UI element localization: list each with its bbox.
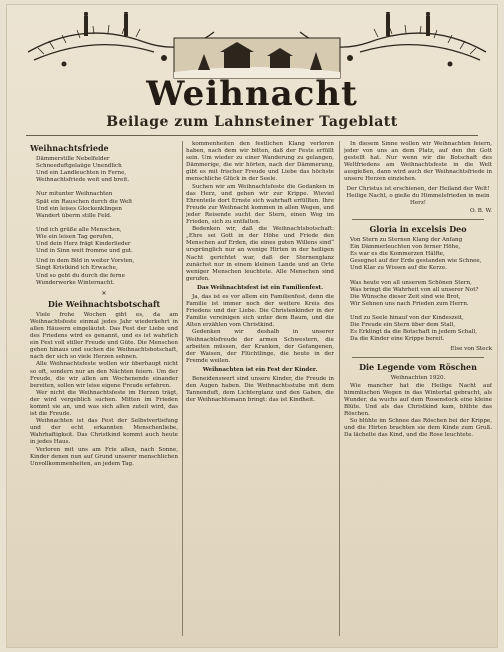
poem-line: Von Stern zu Sternen Klang der Anfang <box>350 236 463 243</box>
newspaper-page <box>6 4 498 648</box>
poem-gloria <box>344 237 492 343</box>
supplement-subtitle: Beilage zum Lahnsteiner Tageblatt <box>106 114 398 130</box>
poem-line <box>36 184 178 191</box>
divider <box>352 357 484 358</box>
poem-line: Es Erklingt da die Botschaft in jedem Schall, <box>350 329 478 336</box>
poem-line: Und ein Landleuchten in Ferne, <box>36 170 127 177</box>
poem-line: Und Klar zu Wissen auf die Kerze. <box>350 265 447 272</box>
poem-line: Und in dem Bild in weiter Vorsten, <box>36 258 135 265</box>
poem-line: Da die Kinder eine Krippe bereit. <box>350 336 445 343</box>
article-paragraph: kommenheiten den festlichen Klang verloren haben, nach dem wir bitten, daß der Feste erfüllt sein. Um wieder zu einer Wanderung zu gelangen, Dämmerige, die wir hörten, nach der Dämmerung, gibt es mit frischer Freude und Liebe das höchste menschliche Glück in der Seele. <box>186 141 334 183</box>
poem-line <box>350 272 492 279</box>
poem-line: Wie ein leisen Tag gerufen, <box>36 234 114 241</box>
article-paragraph: In diesem Sinne wollen wir Weihnachten feiern, jeder von uns an dem Platz, auf den ihn Gott gestellt hat. Nur wenn wir die Botschaft des Weltfriedens am Weihnachtsfeste in die Welt ausgießen, dann wird auch der Weihnachtsfriede in unsere Herzen einziehen. <box>344 141 492 183</box>
article-title-legende: Die Legende vom Röschen <box>359 362 477 373</box>
article-subheading: Das Weihnachtsfest ist ein Familienfest. <box>196 284 324 291</box>
poem-line: Und so gebt du durch die ferne <box>36 272 125 279</box>
poem-line: Und dein Herz frägt Kinderlieder <box>36 241 131 248</box>
article-subheading: Weihnachten ist ein Fest der Kinder. <box>202 366 318 373</box>
poem-line: Was bringt die Wahrheit von all unserer Not? <box>350 286 479 293</box>
poem-line: Gesegnet auf der Erde gestanden wie Schnee, <box>350 258 482 265</box>
article-title-weihnachtsfriede: Weihnachtsfriede <box>30 143 109 153</box>
divider <box>352 219 484 220</box>
article-dateline: Weihnachten 1920. <box>390 375 446 382</box>
article-paragraph: Wie mancher hat die Heilige Nacht auf himmlischen Wegen in das Wintertal gebracht, als Wunder, da wuchs auf dem Rosenstock eine kleine Blüte. Und als das Christkind kam, blühte das Röschen. <box>344 382 492 417</box>
column-3 <box>344 141 492 642</box>
poem-line: Ein Dämmerleuchten von ferner Höhe, <box>350 244 461 251</box>
article-paragraph: Bedenken wir, daß die Weihnachtsbotschaft: „Ehre sei Gott in der Höhe und Friede den Menschen auf Erden, die eines guten Willens sind“ ursprünglich nur an wenige Hirten in der heiligen Nacht gerichtet war, daß der Sternenglanz zunächst nur in einem kleinen Lande und an Orte weniger Menschen leuchtete. Alle Menschen sind gerufen. <box>186 226 334 282</box>
poem-line <box>350 308 492 315</box>
poem-line: Wandert überm stille Feld. <box>36 212 112 219</box>
poem-line: Und zu Seele hinauf von der Kindeszeit, <box>350 314 464 321</box>
poem-line: Und in Sinn weit fromme und gut. <box>36 248 133 255</box>
signature: Else von Steck <box>450 346 492 353</box>
quote: Der Christus ist erschienen, der Heiland der Welt! Heilige Nacht, o gieße du Himmelsfrieden in mein Herz! <box>346 185 490 206</box>
masthead-title: Weihnacht <box>146 74 358 114</box>
article-paragraph: Wer nicht die Weihnachtsfeste im Herzen trägt, der wird vergeblich suchen. Mitten im Frieden kommt sie an, und was sich allen zuteil wird, das ist die Freude. <box>30 389 178 418</box>
article-paragraph: Gedenken wir deshalb in unserer Weihnachtsfreude der armen Schwestern, die arbeiten müssen, der Kranken, der Gefangenen, der Waisen, der Flüchtlinge, die heute in der Fremde weilen. <box>186 329 334 364</box>
poem-line: Spät ein Rauschen durch die Welt <box>36 198 133 205</box>
poem-line: Es war es die Kommerzen Hälfte, <box>350 251 445 258</box>
poem-line: Was heute von all unserem Schönen Stern, <box>350 279 472 286</box>
article-paragraph: Suchen wir am Weihnachtsfeste die Gedanken in das Herz, und gehen wir zur Krippe. Wieviel Ehrenteile dort Ernste sich wahrhaft erfüllten. Ihre Freude zur Weihnacht kommen in allen Wegen, und jeder Reisende sucht der Stern, einen Weg im Frieden, sich zu entfalten. <box>186 183 334 226</box>
poem-line: Schneeduftgelaüge Unendlich <box>36 163 122 170</box>
poem-line: Die Wünsche dieser Zeit sind wie Brot, <box>350 293 461 300</box>
poem-line: Weihnachtsfriede weit und breit. <box>36 177 130 184</box>
column-separator <box>182 141 183 636</box>
separator-ornament: ✕ <box>101 289 107 297</box>
poem-line: Und ein leises Glockenklingen <box>36 205 122 212</box>
header-rule <box>26 135 478 136</box>
article-paragraph: Verloren mit uns am Frie allen, nach Sonne, Kinder denen nun auf Grund unserer menschlichen Unvollkommenheiten, an jedem Tag. <box>30 446 178 467</box>
article-paragraph: Viele frohe Wochen gibt es, da am Weihnachtsfeste einmal jedes Jahr wiederkehrt in allen Häusern eingeläutet. Das Fest der Liebe und des Friedens wird es genannt, und es ist wahrlich ein Fest voll stiller Freude und Güte. Die Menschen gehen hinaus und suchen die Weihnachtsbotschaft, nach der sich so viele Herzen sehnen. <box>30 311 178 361</box>
column-2 <box>186 141 334 642</box>
poem-line: Und ich grüße alle Menschen, <box>36 226 122 233</box>
column-1 <box>30 141 178 642</box>
article-title-botschaft: Die Weihnachtsbotschaft <box>47 298 161 309</box>
poem-line: Wunderwerke Winternacht. <box>36 279 115 286</box>
poem-line <box>36 220 178 227</box>
signature: O. B. W. <box>469 207 492 214</box>
poem-line: Dämmerstille Nebelfelder <box>36 156 110 162</box>
column-separator <box>339 141 340 636</box>
poem-line: Singt Kristkind ich Erwache, <box>36 265 118 272</box>
article-paragraph: So blühte im Schnee das Röschen bei der Krippe, und die Hirten brachten sie dem Kinde zum Gruß. Da lächelte das Kind, und die Rose leuchtete. <box>344 418 492 439</box>
article-paragraph: Ja, das ist es vor allem ein Familienfest, denn die Familie ist immer noch der weitere Kreis des Friedens und der Liebe. Die Christenkinder in der Familie vereinigen sich unter dem Baum, und die Alten erzählen vom Christkind. <box>186 293 334 329</box>
poem-line: Wir Sehnen uns nach Frieden zum Herrn. <box>350 300 469 307</box>
poem-weihnachtsfriede <box>30 156 178 255</box>
poem-stanza <box>30 258 178 286</box>
poem-line: Die Freude ein Stern über dem Stall, <box>350 322 456 329</box>
article-paragraph: Alle Weihnachtsfeste wollen wir überhaupt nicht so oft, sondern nur an den Nächten feiern. Um der Freude, die wir allen am Wochenende einander bereiten, sollen wir leise eigene Freude erfahren. <box>30 361 178 389</box>
article-paragraph: Weihnachten ist das Fest der Selbstvertiefung und der echt erkannten Menschenliebe, Wahrhaftigkeit. Das Christkind kommt auch heute in jedes Haus. <box>30 418 178 446</box>
poem-title-gloria: Gloria in excelsis Deo <box>369 223 467 234</box>
poem-line: Nur mitunter Weihnachten <box>36 191 113 198</box>
article-paragraph: Beneidenswert sind unsere Kinder, die Freude in den Augen haben. Die Weihnachtsstube mit dem Tannenduft, dem Lichterglanz und den Gaben, die der Weihnachtsmann bringt: das ist Kindheit. <box>186 376 334 404</box>
